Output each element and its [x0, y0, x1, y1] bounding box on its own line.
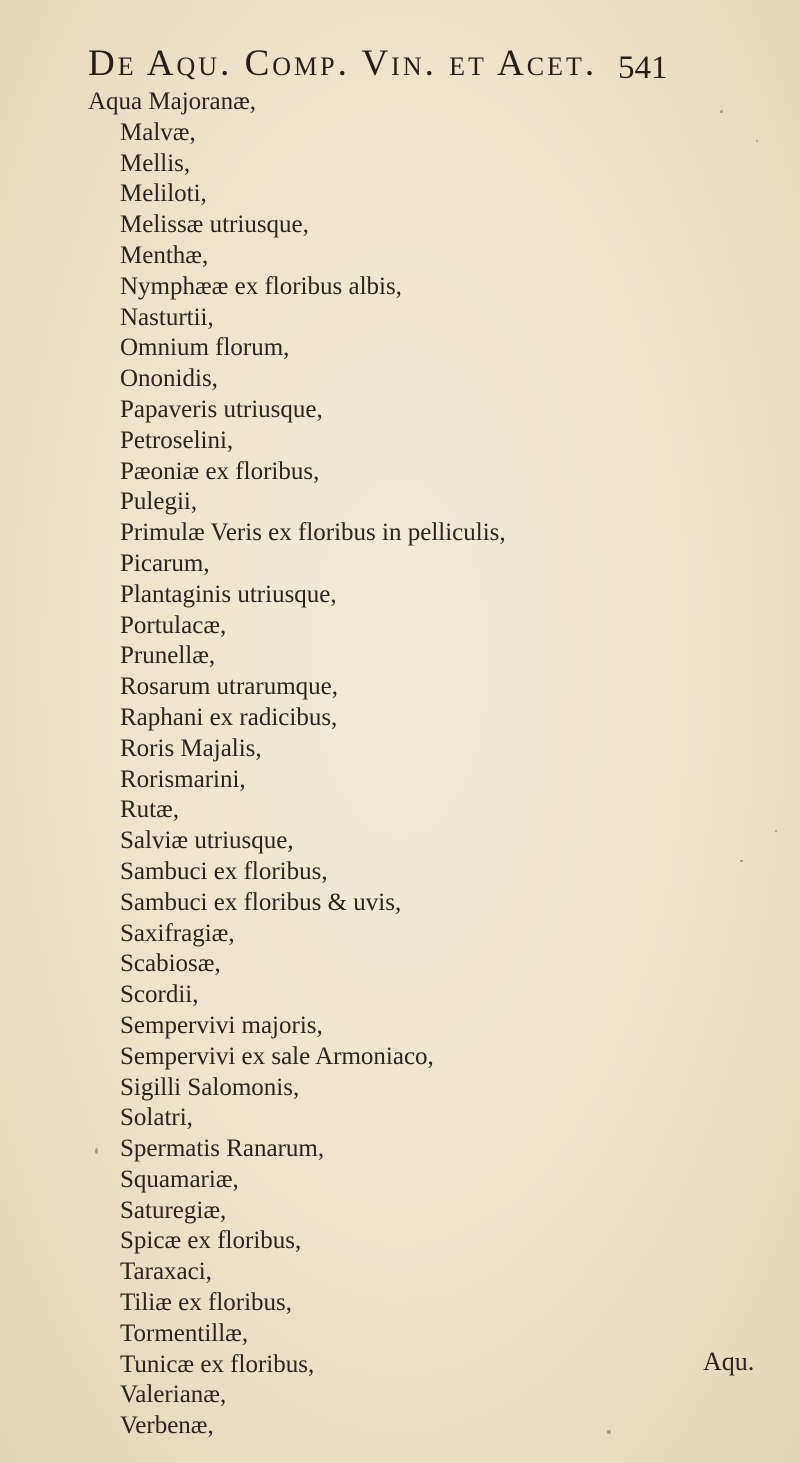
- catchword: Aqu.: [703, 1347, 755, 1376]
- list-item: Petroselini,: [120, 426, 234, 454]
- ink-speck: [775, 830, 777, 832]
- ink-speck: [95, 1148, 98, 1154]
- list-item: Spicæ ex floribus,: [120, 1227, 302, 1255]
- list-item: Taraxaci,: [120, 1258, 212, 1286]
- list-item: Nymphææ ex floribus albis,: [120, 272, 402, 300]
- list-item: Primulæ Veris ex floribus in pelliculis,: [120, 519, 506, 547]
- list-item: Nasturtii,: [120, 303, 214, 331]
- list-item: Plantaginis utriusque,: [120, 580, 337, 608]
- list-item: Aqua Majoranæ,: [88, 88, 257, 115]
- list-item: Spermatis Ranarum,: [120, 1135, 325, 1163]
- ink-speck: [720, 110, 723, 113]
- list-item: Menthæ,: [120, 241, 209, 269]
- ink-speck: [740, 860, 743, 862]
- list-item: Squamariæ,: [120, 1165, 239, 1193]
- list-item: Roris Majalis,: [120, 734, 262, 762]
- list-item: Sigilli Salomonis,: [120, 1073, 300, 1101]
- list-item: Tiliæ ex floribus,: [120, 1289, 293, 1317]
- list-item: Sambuci ex floribus & uvis,: [120, 888, 402, 916]
- list-item: Scabiosæ,: [120, 950, 221, 978]
- list-item: Sempervivi ex sale Armoniaco,: [120, 1042, 434, 1070]
- list-item: Verbenæ,: [120, 1412, 214, 1440]
- list-item: Ononidis,: [120, 365, 218, 393]
- list-item: Picarum,: [120, 549, 210, 577]
- running-title: De Aqu. Comp. Vin. et Acet.: [88, 43, 598, 84]
- page-number: 541: [618, 50, 668, 86]
- list-item: Valerianæ,: [120, 1381, 227, 1409]
- list-item: Saturegiæ,: [120, 1196, 227, 1224]
- list-item: Rorismarini,: [120, 765, 246, 793]
- list-item: Pulegii,: [120, 488, 198, 516]
- ink-speck: [756, 140, 758, 142]
- list-item: Salviæ utriusque,: [120, 827, 294, 855]
- list-item: Meliloti,: [120, 180, 207, 208]
- list-item: Solatri,: [120, 1104, 193, 1132]
- ink-speck: [607, 1430, 611, 1434]
- list-item: Portulacæ,: [120, 611, 227, 639]
- list-item: Rosarum utrarumque,: [120, 673, 339, 701]
- list-item: Mellis,: [120, 149, 191, 177]
- list-item: Tormentillæ,: [120, 1319, 249, 1347]
- list-item: Prunellæ,: [120, 642, 216, 670]
- list-item: Melissæ utriusque,: [120, 211, 309, 239]
- list-item: Tunicæ ex floribus,: [120, 1350, 315, 1378]
- list-item: Sempervivi majoris,: [120, 1011, 323, 1039]
- list-item: Sambuci ex floribus,: [120, 857, 328, 885]
- list-item: Papaveris utriusque,: [120, 395, 323, 423]
- list-item: Saxifragiæ,: [120, 919, 235, 947]
- list-item: Rutæ,: [120, 796, 180, 824]
- list-item: Malvæ,: [120, 118, 196, 146]
- list-item: Omnium florum,: [120, 334, 290, 362]
- list-item: Pæoniæ ex floribus,: [120, 457, 320, 485]
- entry-list: [0, 87, 800, 1442]
- list-item: Scordii,: [120, 981, 199, 1009]
- list-item: Raphani ex radicibus,: [120, 703, 338, 731]
- running-header: [88, 44, 728, 84]
